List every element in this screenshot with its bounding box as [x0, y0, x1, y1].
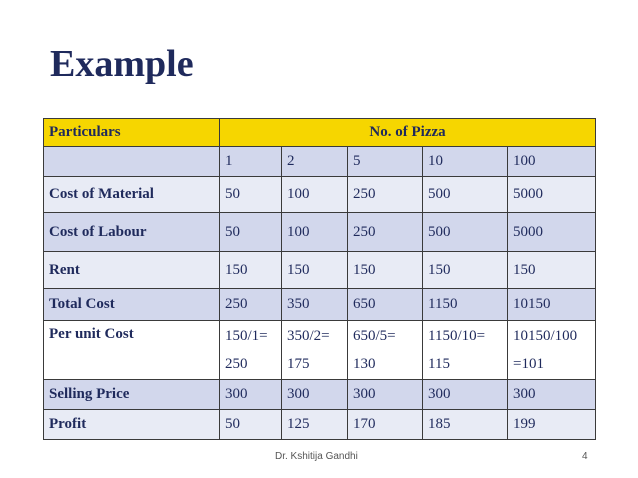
pizza-cost-table — [43, 118, 596, 440]
row-label: Cost of Material — [44, 177, 220, 213]
table-row — [44, 380, 596, 410]
cell-line: =101 — [513, 356, 544, 372]
row-label: Total Cost — [44, 289, 220, 321]
table-cell: 300 — [220, 380, 282, 410]
table-cell: 100 — [282, 213, 348, 252]
table-cell: 10150 — [508, 289, 596, 321]
table-cell — [508, 321, 596, 380]
table-cell: 50 — [220, 177, 282, 213]
table-cell: 350 — [282, 289, 348, 321]
cell-line: 650/5= — [353, 328, 396, 344]
table-cell: 5000 — [508, 213, 596, 252]
table-cell — [282, 321, 348, 380]
table-cell — [348, 321, 423, 380]
cell-line: 10150/100 — [513, 328, 578, 344]
table-cell: 150 — [220, 252, 282, 289]
cell-line: 350/2= — [287, 328, 330, 344]
table-row — [44, 252, 596, 289]
row-label: Cost of Labour — [44, 213, 220, 252]
table-cell: 185 — [423, 410, 508, 440]
table-cell: 170 — [348, 410, 423, 440]
cell-line: 250 — [225, 356, 248, 372]
table-cell: 1150 — [423, 289, 508, 321]
table-cell: 5000 — [508, 177, 596, 213]
table-cell: 10 — [423, 147, 508, 177]
table-cell: 100 — [508, 147, 596, 177]
table-cell: 2 — [282, 147, 348, 177]
table-cell: 199 — [508, 410, 596, 440]
table-row — [44, 410, 596, 440]
particulars-header: Particulars — [44, 119, 220, 147]
table-cell: 5 — [348, 147, 423, 177]
table-cell: 300 — [423, 380, 508, 410]
footer-author: Dr. Kshitija Gandhi — [275, 451, 358, 462]
table-cell: 150 — [282, 252, 348, 289]
table-cell: 500 — [423, 177, 508, 213]
table-cell: 100 — [282, 177, 348, 213]
no-of-pizza-header: No. of Pizza — [220, 119, 596, 147]
table-cell: 50 — [220, 213, 282, 252]
cell-line: 1150/10= — [428, 328, 486, 344]
table-cell — [220, 321, 282, 380]
table-row — [44, 321, 596, 380]
row-label: Per unit Cost — [44, 321, 220, 380]
table-row — [44, 177, 596, 213]
table-cell — [423, 321, 508, 380]
cell-line: 130 — [353, 356, 376, 372]
cell-line: 115 — [428, 356, 450, 372]
cell-line: 150/1= — [225, 328, 268, 344]
row-label: Profit — [44, 410, 220, 440]
table-cell: 150 — [508, 252, 596, 289]
table-row — [44, 213, 596, 252]
table-cell: 300 — [348, 380, 423, 410]
cell-line: 175 — [287, 356, 310, 372]
slide-title: Example — [50, 43, 194, 85]
table-cell: 500 — [423, 213, 508, 252]
table-cell: 150 — [348, 252, 423, 289]
quantity-row — [44, 147, 596, 177]
table-cell: 1 — [220, 147, 282, 177]
page-number: 4 — [582, 451, 588, 462]
table-cell: 250 — [220, 289, 282, 321]
table-cell: 300 — [508, 380, 596, 410]
table-header-row — [44, 119, 596, 147]
row-label: Rent — [44, 252, 220, 289]
row-label: Selling Price — [44, 380, 220, 410]
table-cell — [44, 147, 220, 177]
table-cell: 250 — [348, 177, 423, 213]
table-cell: 650 — [348, 289, 423, 321]
table-cell: 250 — [348, 213, 423, 252]
table-row — [44, 289, 596, 321]
table-cell: 50 — [220, 410, 282, 440]
table-cell: 300 — [282, 380, 348, 410]
table-cell: 150 — [423, 252, 508, 289]
table-cell: 125 — [282, 410, 348, 440]
